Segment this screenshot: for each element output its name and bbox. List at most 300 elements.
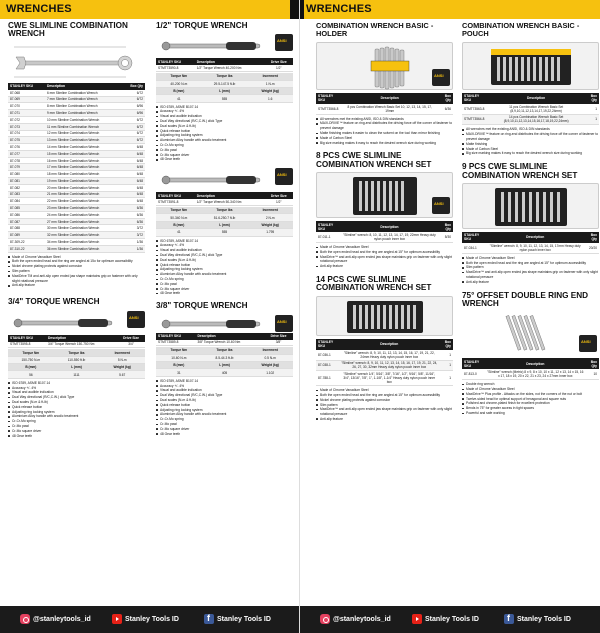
slim8-title: 8 PCS CWE SLIMLINE COMBINATION WRENCH SET: [316, 151, 432, 169]
feature-item: Powerful and safe working: [462, 411, 599, 416]
youtube-icon: [412, 614, 422, 624]
right-col-2: [462, 22, 599, 416]
wrench-pouch-icon: [463, 184, 598, 230]
holder-image: [316, 42, 453, 90]
feature-item: Both the open ended head and the ring are angled at 15o for optimum accessibility: [8, 259, 145, 264]
table-row: [8, 103, 145, 110]
table-header-row: [316, 93, 453, 104]
col-description: Description: [487, 232, 584, 243]
feature-item: Accuracy +/- 4%: [156, 384, 293, 389]
cell-sku: STMT73566-8: [316, 104, 343, 114]
col-sku: STANLEY SKU: [462, 358, 485, 369]
table-header-row: [462, 93, 599, 104]
feature-item: Slim pattern: [8, 269, 145, 274]
cell-sku: 87-069: [8, 96, 45, 103]
cell-qty: 1: [585, 104, 599, 114]
slim14-features: [316, 388, 453, 422]
feature-item: Both the open ended head and the ring are angled at 15° for optimum accessibility: [462, 261, 599, 266]
feature-item: Aluminium Alloy handle with anodic treatment: [8, 414, 145, 419]
cell-sku: 87-070: [8, 103, 45, 110]
spec-head: Increment: [262, 208, 278, 213]
feature-item: Visual and audible indication: [156, 388, 293, 393]
cell-qty: 6/48: [122, 191, 145, 198]
spec-head: B (mm): [173, 363, 185, 368]
offset-title: 75° OFFSET DOUBLE RING END WRENCH: [462, 290, 589, 308]
feature-item: Anti-slip feature: [316, 264, 453, 269]
col-qty: Box Qty: [440, 339, 453, 350]
feature-item: Quick release button: [8, 405, 145, 410]
ansi-badge-icon: ANSI: [579, 335, 597, 352]
cell-sku: 87-071: [8, 110, 45, 117]
feature-item: MaxiDrive TM and anti-slip open ended jaw shape maintains grip on fastener with only slight rotational pressure: [8, 274, 145, 284]
spec-value: 2 N-m: [265, 215, 275, 220]
cell-description: 22 mm Slimline Combination Wrench: [45, 198, 122, 205]
col-description: Description: [195, 58, 265, 65]
feature-item: Nickel chrome plating protects against corrosion: [316, 398, 453, 403]
col-sku: STANLEY SKU: [316, 339, 339, 350]
cell-description: 17 mm Slimline Combination Wrench: [45, 164, 122, 171]
cell-qty: 1: [585, 114, 599, 125]
cell-qty: 1: [440, 371, 453, 386]
youtube-link[interactable]: [112, 614, 179, 624]
slim14-table: [316, 339, 453, 386]
table-row: [8, 191, 145, 198]
youtube-channel: Stanley Tools ID: [425, 615, 479, 623]
spec-head: Weight (kg): [261, 89, 279, 94]
torque-12b-features: [156, 239, 293, 297]
table-row: [8, 96, 145, 103]
feature-item: Accuracy +/- 4%: [156, 243, 293, 248]
col-qty: Box Qty: [438, 221, 453, 232]
cell-description: 34 mm Slimline Combination Wrench: [45, 239, 122, 246]
cell-sku: 87-084: [8, 198, 45, 205]
torque-12a-image: [156, 32, 293, 58]
right-footer: [300, 606, 600, 633]
offset-wrench-icon: [462, 311, 597, 355]
cell-qty: 6/36: [122, 205, 145, 212]
spec-value: 31: [177, 370, 181, 375]
cell-sku: 87-082: [8, 184, 45, 191]
feature-item: Dual scales (N-m & ft-lb): [156, 258, 293, 263]
cell-description: 11 mm Slimline Combination Wrench: [45, 123, 122, 130]
col-qty: Box Qty: [585, 358, 599, 369]
cell-sku: 87-088: [8, 225, 45, 232]
cell-description: 19 mm Slimline Combination Wrench: [45, 177, 122, 184]
spec-value: 405: [221, 370, 228, 375]
table-row: [156, 340, 293, 346]
feature-item: Cr-Cr-Mo spring: [156, 143, 293, 148]
table-row: [8, 225, 145, 232]
ansi-badge-icon: ANSI: [275, 34, 293, 51]
right-page: [300, 0, 600, 633]
pouch-title: COMBINATION WRENCH BASIC - POUCH: [462, 21, 580, 39]
spec-head: Torque Ibs: [216, 348, 233, 353]
youtube-link[interactable]: [412, 614, 479, 624]
cell-sku: 87-078: [8, 157, 45, 164]
offset-table: [462, 358, 599, 380]
cell-sku: STMT73564-8: [462, 114, 487, 125]
col-description: Description: [485, 358, 585, 369]
cell-qty: 6/72: [122, 90, 145, 96]
torque-12a-features: [156, 105, 293, 163]
feature-item: Visual and audible indication: [8, 390, 145, 395]
spec-value: 1111: [73, 372, 80, 377]
cell-qty: 20/20: [584, 243, 599, 253]
cell-description: 7 mm Slimline Combination Wrench: [45, 96, 122, 103]
instagram-handle: @stanleytools_id: [33, 615, 91, 623]
cell-sku: STMT73589-8: [156, 340, 195, 346]
instagram-link[interactable]: [320, 614, 391, 624]
feature-item: Twelve-sided head for optimal support of hexagonal and square nuts: [462, 397, 599, 402]
spec-value: 29.5-147.5 ft-lb: [213, 81, 236, 86]
torque-12a-spec: [156, 73, 293, 103]
feature-item: Anti-slip feature: [316, 417, 453, 422]
feature-item: MaxiDrive™ and anti-slip open ended jaw shape maintains grip on fastener with only slight rotational pressure: [316, 255, 453, 265]
feature-item: Dual Way directional (R/C,C.W.) click Type: [156, 253, 293, 258]
feature-item: Adjusting ring locking system: [156, 408, 293, 413]
slim9-image: [462, 183, 599, 229]
feature-item: MAXI-DRIVE™ feature on ring-end distributes the driving force off the corner of fastener to prevent damage: [316, 121, 453, 131]
spec-head: Torque Nm: [22, 350, 40, 355]
spec-head: Increment: [114, 350, 130, 355]
cell-qty: 6/72: [122, 123, 145, 130]
cell-description: 1/2" Torque Wrench 40-200 Nm: [195, 65, 265, 71]
table-row: [8, 184, 145, 191]
torque-34-image: [8, 309, 145, 335]
cell-qty: 6/48: [122, 198, 145, 205]
spec-head: Torque Nm: [170, 74, 188, 79]
table-row: [8, 150, 145, 157]
spec-value: 51.6-250.7 ft-lb: [213, 215, 236, 220]
table-row: [156, 199, 293, 205]
cell-qty: 1: [440, 360, 453, 371]
cell-description: 6 mm Slimline Combination Wrench: [45, 90, 122, 96]
feature-item: Both the open ended head and the ring are angled at 15° for optimum accessibility: [316, 250, 453, 255]
table-row: [316, 232, 453, 242]
torque-34-table: [8, 335, 145, 349]
cell-sku: 87-788-1: [316, 371, 339, 386]
feature-item: Dual scales (N-m & ft-lb): [156, 398, 293, 403]
cell-qty: 6/72: [122, 116, 145, 123]
cell-sku: 87-309-22: [8, 239, 45, 246]
ansi-badge-icon: ANSI: [432, 197, 450, 214]
spec-head: Increment: [262, 348, 278, 353]
feature-item: Matte finishing: [462, 142, 599, 147]
feature-item: Aluminium Alloy handle with anodic treatment: [156, 412, 293, 417]
cell-qty: 6/96: [122, 110, 145, 117]
cwe-slimline-tbody: [8, 90, 145, 252]
table-row: [8, 177, 145, 184]
col-description: Description: [46, 335, 117, 342]
torque-12b-table: [156, 192, 293, 206]
cell-sku: 87-310-22: [8, 245, 45, 252]
spec-value: 5 N-m: [117, 357, 127, 362]
cell-drive: 3/4": [117, 342, 145, 348]
torque-12a-table: [156, 58, 293, 72]
holder-title: COMBINATION WRENCH BASIC - HOLDER: [316, 21, 434, 39]
feature-item: Dual scales (N-m & ft-lb): [8, 400, 145, 405]
spec-value: 5.67: [119, 372, 126, 377]
spec-value: 10-60 N-m: [171, 355, 187, 360]
slim8-image: [316, 172, 453, 218]
feature-item: Made of Chrome Vanadium Steel: [316, 388, 453, 393]
cell-qty: 6/48: [122, 164, 145, 171]
right-header-tab: [300, 0, 304, 19]
table-row: [8, 123, 145, 130]
feature-item: Cr-Mo pawl: [156, 148, 293, 153]
left-footer: [0, 606, 300, 633]
feature-item: Cr-Mo pawl: [156, 422, 293, 427]
spec-head: Weight (kg): [261, 363, 279, 368]
feature-item: Cr-Cr-Mo spring: [156, 277, 293, 282]
cell-qty: 3/72: [122, 232, 145, 239]
table-row: [8, 137, 145, 144]
col-drive: Drive Size: [265, 58, 293, 65]
torque-12-title: 1/2" TORQUE WRENCH: [156, 21, 248, 30]
cell-qty: 6/48: [122, 150, 145, 157]
feature-item: Cr-Mo square driver: [156, 427, 293, 432]
cell-qty: 6/48: [122, 171, 145, 178]
spec-head: Torque Nm: [170, 348, 188, 353]
feature-item: MAXI-DRIVE™ feature on ring-end distributes the driving force off the corner of fastener to prevent damage: [462, 132, 599, 142]
feature-item: Made of Chrome Vanadium Steel: [316, 245, 453, 250]
torque-34-title: 3/4" TORQUE WRENCH: [8, 297, 100, 307]
slim9-title: 9 PCS CWE SLIMLINE COMBINATION WRENCH SET: [462, 162, 578, 180]
table-row: [462, 369, 599, 379]
torque-12-section: [156, 22, 293, 436]
ansi-badge-icon: ANSI: [275, 168, 293, 185]
feature-item: Visual and audible indication: [156, 248, 293, 253]
table-header-row: [8, 83, 145, 90]
left-header-title: WRENCHES: [6, 3, 72, 15]
spec-head: Weight (kg): [261, 222, 279, 227]
instagram-icon: [320, 614, 330, 624]
table-row: [156, 65, 293, 71]
feature-item: Quick release button: [156, 263, 293, 268]
feature-item: Double ring wrench: [462, 382, 599, 387]
feature-item: Cr-Mo square driver: [156, 287, 293, 292]
wrench-pouch-icon: [463, 43, 598, 91]
feature-item: Cr-Cr-Mo spring: [8, 419, 145, 424]
cell-description: 14 pcs Combination Wrench Basic Set (8,9,10,11,12,13,14,15,16,17,18,19,22,24mm): [487, 114, 585, 125]
cell-sku: 87-087: [8, 218, 45, 225]
cell-drive: 1/2": [265, 199, 293, 205]
pouch-table: [462, 93, 599, 126]
facebook-icon: [504, 614, 514, 624]
cell-description: "Slimline" wrench: 8, 9, 10, 11, 12, 13, 14, 15, 17mm Heavy duty nylon pouch inner box: [487, 243, 584, 253]
cell-drive: 3/8": [264, 340, 293, 346]
cell-sku: 87-073: [8, 123, 45, 130]
slim9-features: [462, 256, 599, 285]
feature-item: ISO 6789, ASME B107.14: [8, 381, 145, 386]
cell-description: 9 mm Slimline Combination Wrench: [45, 110, 122, 117]
table-row: [8, 232, 145, 239]
col-description: Description: [343, 93, 437, 104]
col-qty: Box Qty: [122, 83, 145, 90]
spec-head: Increment: [262, 74, 278, 79]
col-sku: STANLEY SKU: [8, 335, 46, 342]
facebook-link[interactable]: [504, 614, 571, 624]
cell-sku: 87-011-1: [316, 232, 341, 242]
col-description: Description: [195, 333, 264, 340]
col-sku: STANLEY SKU: [156, 58, 195, 65]
ansi-badge-icon: ANSI: [432, 69, 450, 86]
col-sku: STANLEY SKU: [156, 192, 195, 199]
torque-12b-spec: [156, 207, 293, 237]
cell-sku: STMT73595-8: [8, 342, 46, 348]
feature-item: Cr-Mo pawl: [156, 282, 293, 287]
spec-value: 0.5 N-m: [264, 355, 276, 360]
col-description: Description: [339, 339, 440, 350]
cell-sku: 87-077: [8, 150, 45, 157]
feature-item: Dual Way directional (R/C,C.W.) click Type: [156, 119, 293, 124]
slim14-image: [316, 296, 453, 336]
spec-head: Weight (kg): [113, 365, 131, 370]
feature-item: Made of Chrome Vanadium Steel: [462, 256, 599, 261]
col-sku: STANLEY SKU: [8, 83, 45, 90]
wrench-pouch-icon: [317, 297, 452, 337]
feature-item: Quick release button: [156, 129, 293, 134]
ansi-badge-icon: ANSI: [275, 315, 293, 332]
facebook-page: Stanley Tools ID: [517, 615, 571, 623]
spec-value: 150-750 N-m: [21, 357, 41, 362]
table-row: [462, 243, 599, 253]
cell-description: 15 mm Slimline Combination Wrench: [45, 150, 122, 157]
feature-item: Cr-Mo pawl: [8, 424, 145, 429]
spec-head: L (mm): [219, 222, 230, 227]
spec-head: L (mm): [219, 89, 230, 94]
cell-sku: 87-083: [8, 191, 45, 198]
cell-qty: 3/72: [122, 225, 145, 232]
cell-description: 8 pcs Combination Wrench Basic Set 10, 12, 13, 14, 15, 17, 19mm: [343, 104, 437, 114]
feature-item: Dual Way directional (R/C,C.W.) click Type: [156, 393, 293, 398]
cell-description: 1/2" Torque Wrench 50-340 Nm: [195, 199, 265, 205]
cell-qty: 6/48: [122, 157, 145, 164]
feature-item: Bends in 75° for greater access in tight spaces: [462, 406, 599, 411]
torque-wrench-icon: [156, 166, 293, 192]
feature-item: Made of Chrome Vanadium Steel: [8, 255, 145, 260]
cell-description: 14 mm Slimline Combination Wrench: [45, 144, 122, 151]
col-sku: STANLEY SKU: [316, 93, 343, 104]
cell-sku: 87-038-1: [316, 360, 339, 371]
table-header-row: [156, 333, 293, 340]
cell-qty: 6/48: [122, 144, 145, 151]
cell-drive: 1/2": [265, 65, 293, 71]
feature-item: ISO 6789, ASME B107.14: [156, 379, 293, 384]
table-header-row: [316, 339, 453, 350]
facebook-link[interactable]: [204, 614, 271, 624]
table-header-row: [462, 232, 599, 243]
left-header-tab: [290, 0, 300, 19]
feature-item: Dual Way directional (R/C,C.W.) click Type: [8, 395, 145, 400]
feature-item: Both the open ended head and the ring are angled at 15° for optimum accessibility: [316, 393, 453, 398]
cell-description: 8 mm Slimline Combination Wrench: [45, 103, 122, 110]
spec-head: Torque Ibs: [68, 350, 85, 355]
feature-item: 48 Gear teeth: [8, 434, 145, 439]
feature-item: Dual scales (N-m & ft-lb): [156, 124, 293, 129]
spec-value: 110-550 ft.lb: [67, 357, 86, 362]
cell-description: 12 mm Slimline Combination Wrench: [45, 130, 122, 137]
spec-value: 41: [177, 230, 181, 235]
torque-34-features: [8, 381, 145, 439]
feature-item: ISO 6789, ASME B107.14: [156, 239, 293, 244]
cwe-slimline-title: CWE SLIMLINE COMBINATION WRENCH: [8, 21, 128, 39]
table-row: [8, 198, 145, 205]
feature-item: Cr-Mo square driver: [156, 153, 293, 158]
spec-head: Torque Nm: [170, 208, 188, 213]
feature-item: Anti-slip feature: [462, 280, 599, 285]
feature-item: Cr-Mo square driver: [8, 429, 145, 434]
instagram-link[interactable]: [20, 614, 91, 624]
feature-item: MaxiDrive™ and anti-slip open ended jaw shape maintains grip on fastener with only slight rotational pressure: [462, 270, 599, 280]
spec-value: 1.6: [267, 96, 273, 101]
table-row: [462, 104, 599, 114]
feature-item: Made of Chrome Vanadium Steel: [462, 387, 599, 392]
col-description: Description: [487, 93, 585, 104]
feature-item: MaxiDrive™ and anti-slip open ended jaw shape maintains grip on fastener with only slight rotational pressure: [316, 407, 453, 417]
feature-item: 48 Gear teeth: [156, 291, 293, 296]
cell-sku: 87-076: [8, 144, 45, 151]
feature-item: All wrenches met the existing ANSI, ISO & DIN standards: [462, 127, 599, 132]
cell-sku: 87-089: [8, 232, 45, 239]
feature-item: All wrenches met the existing ANSI, ISO & DIN standards: [316, 117, 453, 122]
table-row: [316, 371, 453, 386]
cell-qty: 6/48: [122, 184, 145, 191]
cell-qty: 6/72: [122, 96, 145, 103]
col-description: Description: [195, 192, 265, 199]
feature-item: Made of Carbon Steel: [462, 147, 599, 152]
cell-qty: 10: [585, 369, 599, 379]
spec-head: Torque Ibs: [216, 208, 233, 213]
spec-value: 555: [221, 230, 228, 235]
cell-sku: 87-813-0: [462, 369, 485, 379]
spec-value: 50-340 N-m: [170, 215, 188, 220]
cell-qty: 5/30: [438, 232, 453, 242]
cell-description: "Slimline" wrench: 8, 9, 10, 11, 12, 13, 14, 15, 16, 17, 19, 21, 22, 24, 26, 27, 30, 32mm Heavy duty nylon pouch inner box: [339, 360, 440, 371]
table-row: [8, 110, 145, 117]
spec-head: Torque Ibs: [216, 74, 233, 79]
cell-description: "Slimline" wrench: 8, 9, 10, 11, 12, 13, 14, 15, 16, 17, 19, 21, 22, 24mm Heavy duty nylon pouch inner box: [339, 350, 440, 360]
feature-item: Slim pattern: [462, 265, 599, 270]
youtube-channel: Stanley Tools ID: [125, 615, 179, 623]
cell-description: 24 mm Slimline Combination Wrench: [45, 211, 122, 218]
table-header-row: [156, 192, 293, 199]
torque-12b-image: [156, 166, 293, 192]
feature-item: Polished and chrome-plated finish for excellent protection: [462, 401, 599, 406]
feature-item: Anti-slip feature: [8, 283, 145, 288]
cell-description: 13 mm Slimline Combination Wrench: [45, 137, 122, 144]
table-row: [8, 130, 145, 137]
slim14-tbody: [316, 350, 453, 386]
instagram-handle: @stanleytools_id: [333, 615, 391, 623]
cell-qty: 6/72: [122, 137, 145, 144]
cell-qty: 1/36: [122, 245, 145, 252]
cell-description: "Slimline" wrench 1/4", 5/16", 3/8", 7/16", 1/2", 9/16", 5/8", 11/16", 3/4", 13/16", 7/8", 1", 1-1/8", 1-1/4" Heavy duty nylon pouch inner box: [339, 371, 440, 386]
col-drive: Drive Size: [264, 333, 293, 340]
torque-wrench-icon: [156, 313, 293, 333]
feature-item: Made of Carbon Steel: [316, 136, 453, 141]
feature-item: ISO 6789, ASME B107.14: [156, 105, 293, 110]
feature-item: Adjusting ring locking system: [156, 133, 293, 138]
table-row: [8, 157, 145, 164]
spec-value: 1.795: [266, 230, 275, 235]
cwe-slimline-table: [8, 83, 145, 253]
table-row: [8, 245, 145, 252]
cell-sku: 87-081: [8, 177, 45, 184]
col-sku: STANLEY SKU: [462, 232, 487, 243]
cell-description: 20 mm Slimline Combination Wrench: [45, 184, 122, 191]
col-description: Description: [341, 221, 439, 232]
